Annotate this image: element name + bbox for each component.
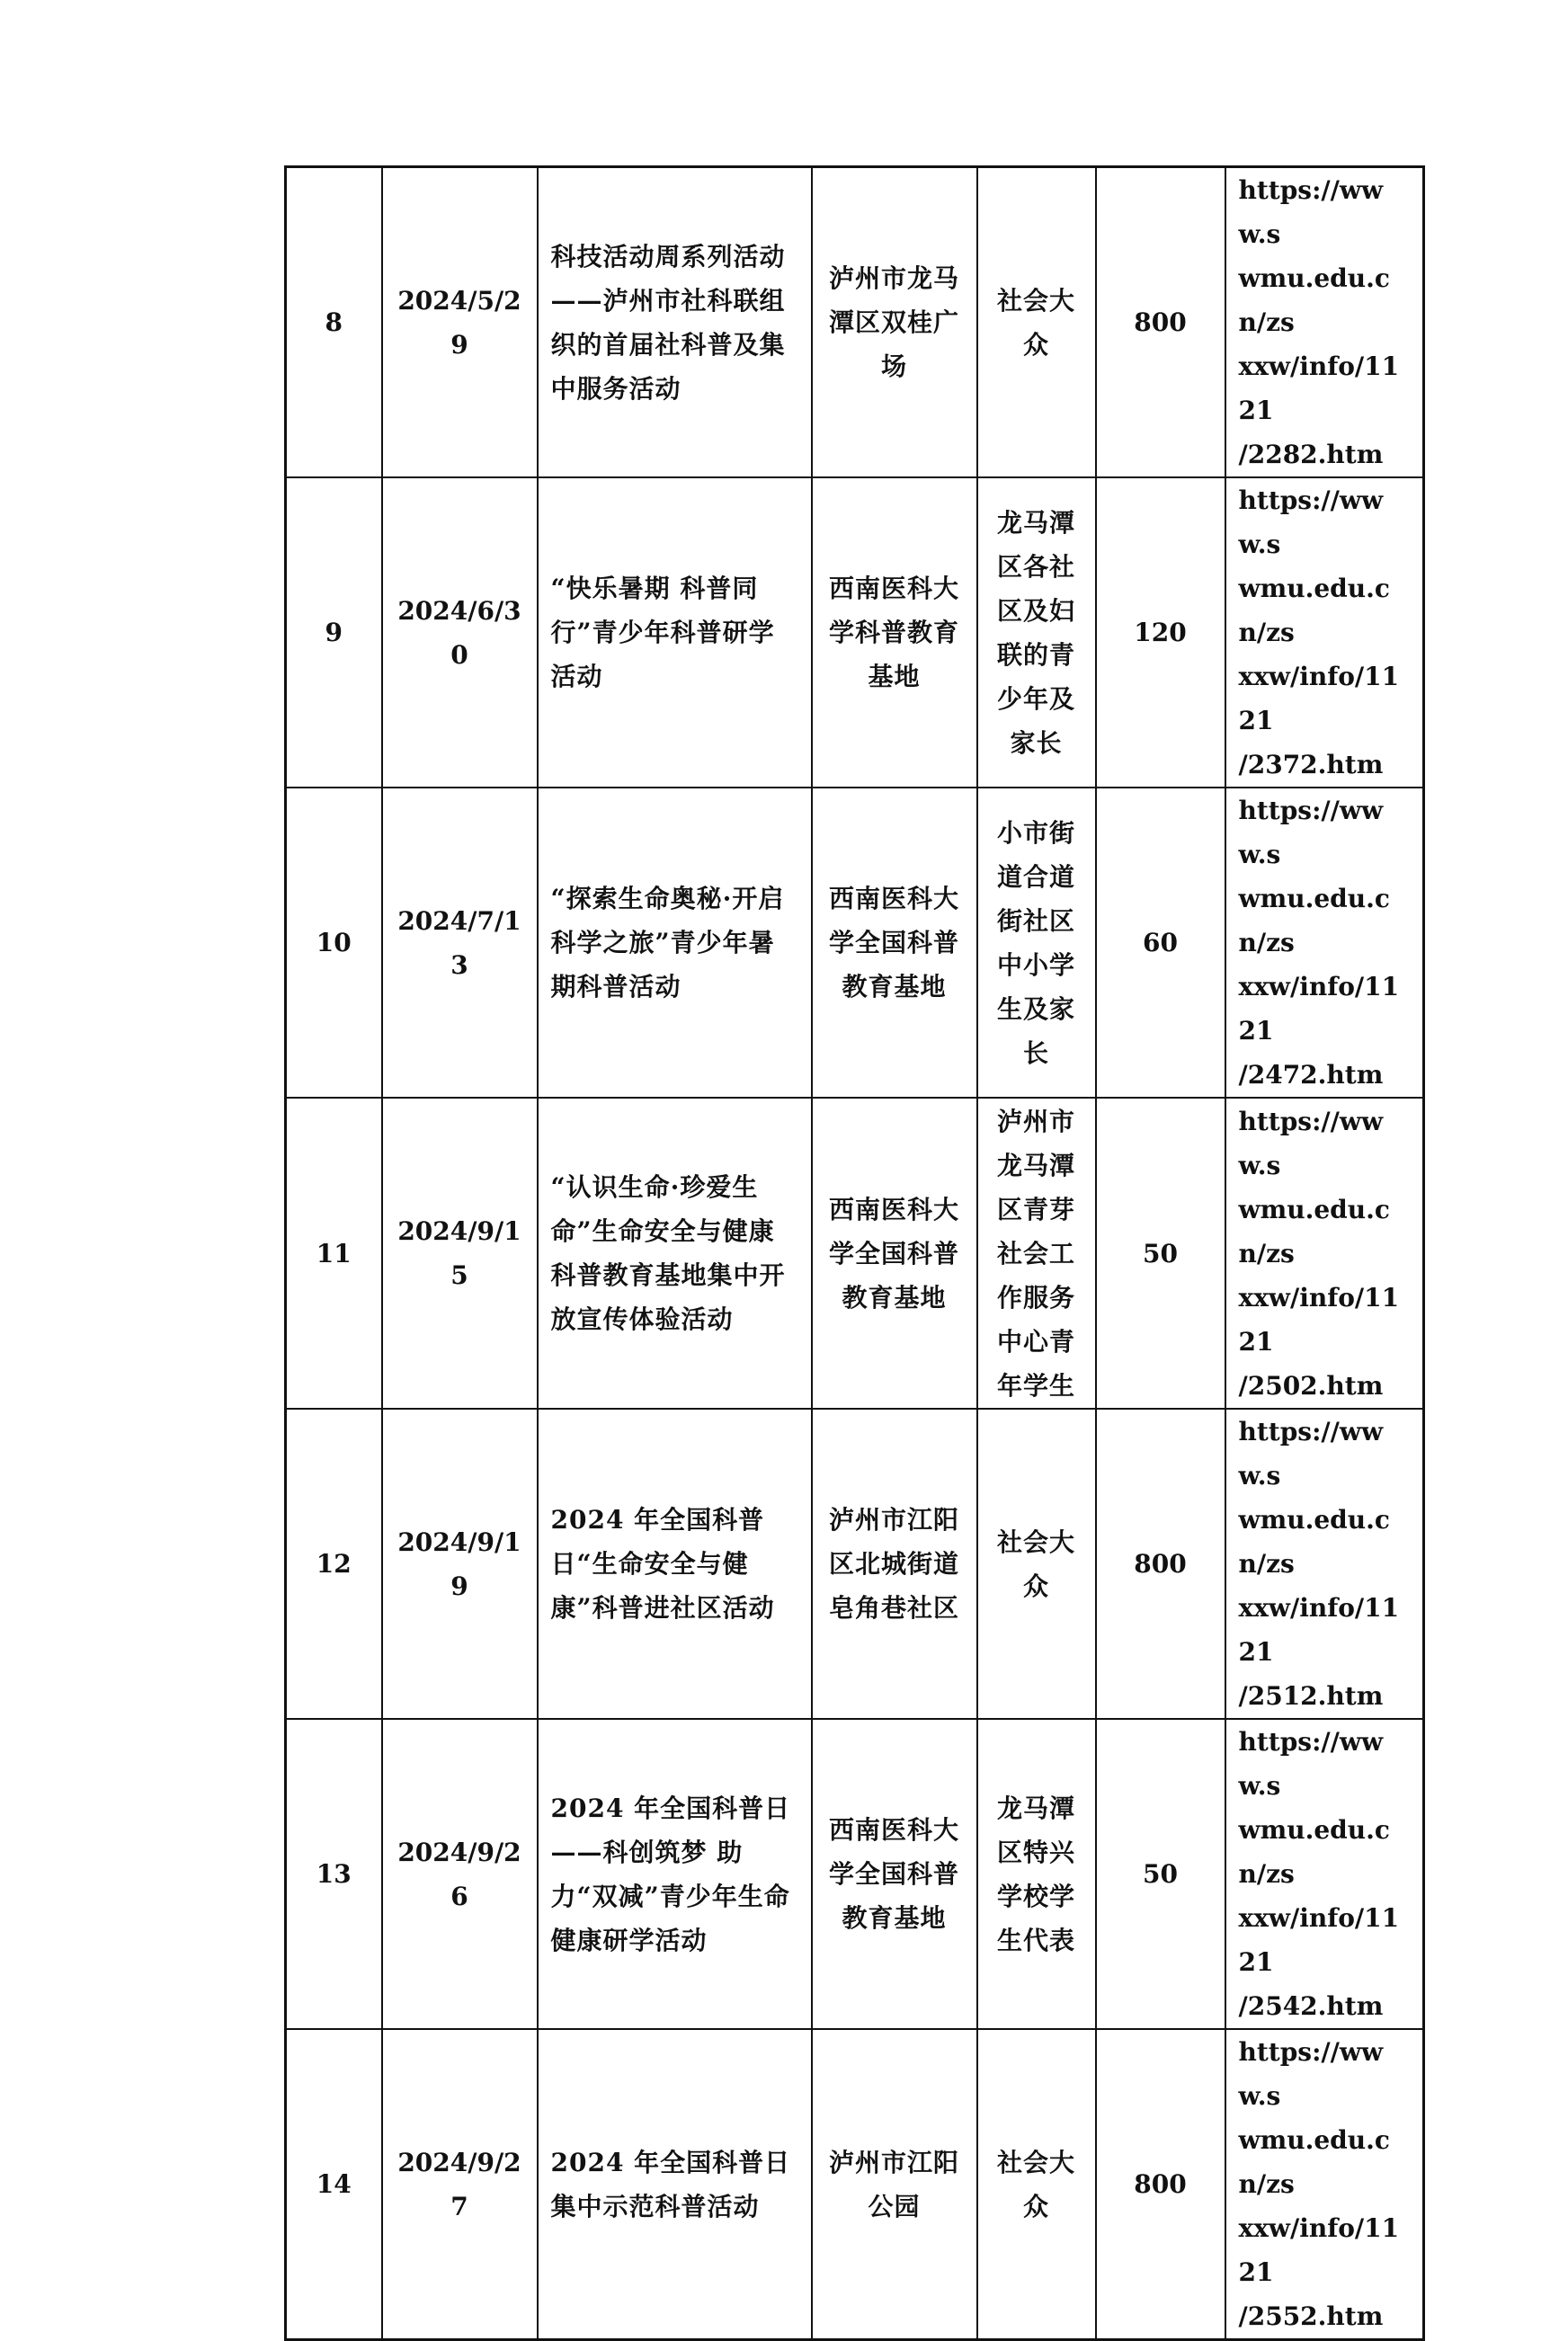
activity-date: 2024/9/15	[382, 1098, 538, 1409]
link-line[interactable]: xxw/info/1121	[1238, 662, 1400, 735]
row-number: 9	[286, 477, 382, 788]
participant-count: 800	[1096, 1409, 1225, 1719]
activity-date: 2024/9/19	[382, 1409, 538, 1719]
activity-link[interactable]	[1225, 1409, 1424, 1719]
activity-date: 2024/9/26	[382, 1719, 538, 2029]
link-line[interactable]: /2282.htm	[1238, 440, 1384, 469]
link-line[interactable]: /2552.htm	[1238, 2301, 1384, 2331]
link-line[interactable]: /2512.htm	[1238, 1681, 1384, 1711]
link-line[interactable]: https://www.s	[1238, 796, 1384, 869]
link-line[interactable]: wmu.edu.cn/zs	[1238, 574, 1390, 647]
link-line[interactable]: https://www.s	[1238, 1727, 1384, 1801]
link-line[interactable]: wmu.edu.cn/zs	[1238, 884, 1390, 957]
row-number: 13	[286, 1719, 382, 2029]
table-row	[286, 788, 1424, 1098]
activity-audience: 社会大众	[977, 167, 1096, 478]
link-line[interactable]: https://www.s	[1238, 2037, 1384, 2111]
activity-location: 泸州市江阳公园	[812, 2029, 977, 2340]
link-line[interactable]: https://www.s	[1238, 485, 1384, 559]
link-line[interactable]: /2372.htm	[1238, 750, 1384, 779]
participant-count: 50	[1096, 1098, 1225, 1409]
activity-name: “探索生命奥秘·开启科学之旅”青少年暑期科普活动	[538, 788, 812, 1098]
participant-count: 800	[1096, 2029, 1225, 2340]
activity-audience: 龙马潭区特兴学校学生代表	[977, 1719, 1096, 2029]
link-line[interactable]: /2542.htm	[1238, 1991, 1384, 2021]
activity-audience: 小市街道合道街社区中小学生及家长	[977, 788, 1096, 1098]
row-number: 12	[286, 1409, 382, 1719]
row-number: 8	[286, 167, 382, 478]
activity-location: 西南医科大学全国科普教育基地	[812, 788, 977, 1098]
activity-location: 西南医科大学科普教育基地	[812, 477, 977, 788]
activity-name: “认识生命·珍爱生命”生命安全与健康科普教育基地集中开放宣传体验活动	[538, 1098, 812, 1409]
activity-audience: 社会大众	[977, 2029, 1096, 2340]
link-line[interactable]: xxw/info/1121	[1238, 352, 1400, 425]
link-line[interactable]: https://www.s	[1238, 1106, 1384, 1180]
activity-link[interactable]	[1225, 1098, 1424, 1409]
row-number: 11	[286, 1098, 382, 1409]
activity-name: 科技活动周系列活动——泸州市社科联组织的首届社科普及集中服务活动	[538, 167, 812, 478]
participant-count: 800	[1096, 167, 1225, 478]
link-line[interactable]: wmu.edu.cn/zs	[1238, 1194, 1390, 1268]
activity-audience: 龙马潭区各社区及妇联的青少年及家长	[977, 477, 1096, 788]
activity-link[interactable]	[1225, 2029, 1424, 2340]
link-line[interactable]: https://www.s	[1238, 175, 1384, 249]
table-row	[286, 1409, 1424, 1719]
link-line[interactable]: wmu.edu.cn/zs	[1238, 1815, 1390, 1889]
table-row	[286, 1098, 1424, 1409]
activity-location: 西南医科大学全国科普教育基地	[812, 1719, 977, 2029]
table-row	[286, 2029, 1424, 2340]
link-line[interactable]: xxw/info/1121	[1238, 2213, 1400, 2287]
activity-date: 2024/5/29	[382, 167, 538, 478]
activity-name: 2024 年全国科普日“生命安全与健康”科普进社区活动	[538, 1409, 812, 1719]
activity-date: 2024/9/27	[382, 2029, 538, 2340]
table-row	[286, 167, 1424, 478]
link-line[interactable]: https://www.s	[1238, 1417, 1384, 1491]
activity-location: 西南医科大学全国科普教育基地	[812, 1098, 977, 1409]
table-row	[286, 1719, 1424, 2029]
activity-location: 泸州市江阳区北城街道皂角巷社区	[812, 1409, 977, 1719]
activity-link[interactable]	[1225, 1719, 1424, 2029]
activity-date: 2024/7/13	[382, 788, 538, 1098]
row-number: 10	[286, 788, 382, 1098]
link-line[interactable]: xxw/info/1121	[1238, 1593, 1400, 1667]
link-line[interactable]: wmu.edu.cn/zs	[1238, 2125, 1390, 2199]
activity-location: 泸州市龙马潭区双桂广场	[812, 167, 977, 478]
participant-count: 50	[1096, 1719, 1225, 2029]
link-line[interactable]: xxw/info/1121	[1238, 972, 1400, 1046]
activity-link[interactable]	[1225, 167, 1424, 478]
link-line[interactable]: wmu.edu.cn/zs	[1238, 1505, 1390, 1579]
activity-audience: 社会大众	[977, 1409, 1096, 1719]
activity-table	[284, 165, 1425, 2341]
link-line[interactable]: /2502.htm	[1238, 1370, 1384, 1401]
activity-name: 2024 年全国科普日集中示范科普活动	[538, 2029, 812, 2340]
link-line[interactable]: xxw/info/1121	[1238, 1903, 1400, 1977]
link-line[interactable]: xxw/info/1121	[1238, 1282, 1400, 1357]
table-row	[286, 477, 1424, 788]
activity-name: “快乐暑期 科普同行”青少年科普研学活动	[538, 477, 812, 788]
activity-name: 2024 年全国科普日——科创筑梦 助力“双减”青少年生命健康研学活动	[538, 1719, 812, 2029]
participant-count: 60	[1096, 788, 1225, 1098]
link-line[interactable]: wmu.edu.cn/zs	[1238, 263, 1390, 337]
activity-link[interactable]	[1225, 477, 1424, 788]
row-number: 14	[286, 2029, 382, 2340]
link-line[interactable]: /2472.htm	[1238, 1060, 1384, 1090]
participant-count: 120	[1096, 477, 1225, 788]
activity-date: 2024/6/30	[382, 477, 538, 788]
activity-audience: 泸州市龙马潭区青芽社会工作服务中心青年学生	[977, 1098, 1096, 1409]
activity-link[interactable]	[1225, 788, 1424, 1098]
